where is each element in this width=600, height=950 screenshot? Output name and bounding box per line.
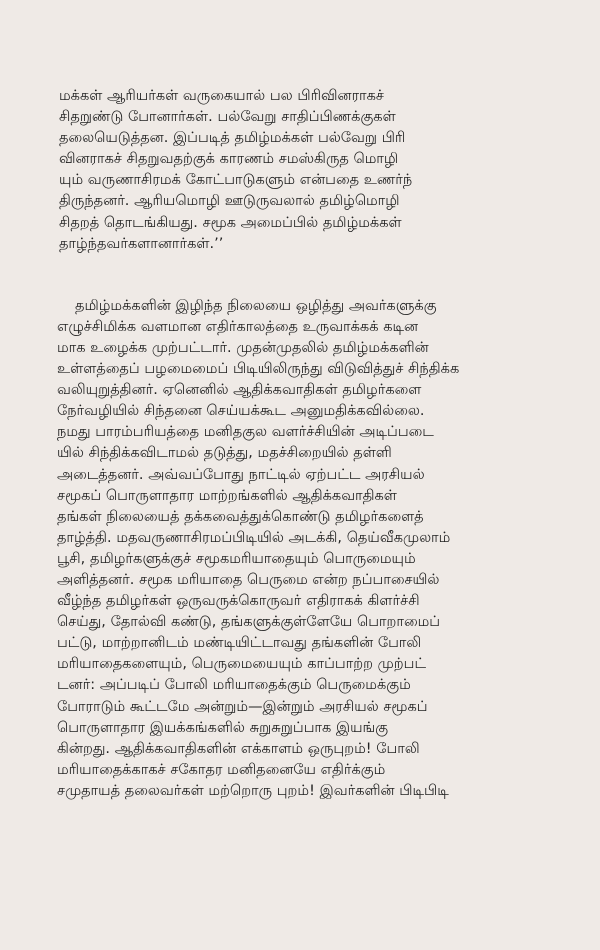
- text-line: யில் சிந்திக்கவிடாமல் தடுத்து, மதச்சிறையில் தள்ளி: [57, 445, 392, 462]
- text-line: செய்து, தோல்வி கண்டு, தங்களுக்குள்ளேயே பொறாமைப்: [57, 614, 441, 631]
- text-line: அளித்தனர். சமூக மரியாதை பெருமை என்ற நப்பாசையில்: [57, 571, 440, 588]
- text-line: மரியாதைகளையும், பெருமையையும் காப்பாற்ற முற்பட்: [57, 656, 427, 673]
- text-line: தலையெடுத்தன. இப்படித் தமிழ்மக்கள் பல்வேறு பிரி: [59, 130, 406, 147]
- text-line: நமது பாரம்பரியத்தை மனிதகுல வளர்ச்சியின் அடிப்படை: [57, 424, 434, 441]
- text-line: போராடும் கூட்டமே அன்றும்—இன்றும் அரசியல் சமூகப்: [57, 698, 428, 715]
- text-line: சிதறத் தொடங்கியது. சமூக அமைப்பில் தமிழ்மக்கள்: [59, 214, 402, 231]
- text-line: பட்டு, மாற்றானிடம் மண்டியிட்டாவது தங்களின் போலி: [57, 635, 422, 652]
- paragraph-gap: [57, 255, 576, 296]
- text-line: தமிழ்மக்களின் இழிந்த நிலையை ஒழித்து அவர்களுக்கு: [75, 297, 437, 314]
- text-line: தாழ்த்தி. மதவருணாசிரமப்பிடியில் அடக்கி, தெய்வீகமுலாம்: [57, 529, 451, 546]
- text-line: தங்கள் நிலையைத் தக்கவைத்துக்கொண்டு தமிழர்களைத்: [57, 508, 424, 525]
- text-line: பூசி, தமிழர்களுக்குச் சமூகமரியாதையும் பொருமையும்: [57, 550, 416, 567]
- body-paragraph: [57, 296, 576, 802]
- text-line: வீழ்ந்த தமிழர்கள் ஒருவருக்கொருவர் எதிராகக் கிளர்ச்சி: [57, 593, 420, 610]
- text-line: சிதறுண்டு போனார்கள். பல்வேறு சாதிப்பிணக்குகள்: [59, 109, 396, 126]
- text-line: யும் வருணாசிரமக் கோட்பாடுகளும் என்பதை உணர்ந்: [59, 172, 413, 189]
- text-line: வலியுறுத்தினர். ஏனெனில் ஆதிக்கவாதிகள் தமிழர்களை: [57, 382, 422, 399]
- text-line: மக்கள் ஆரியர்கள் வருகையால் பல பிரிவினராகச்: [59, 88, 385, 104]
- text-line: நேர்வழியில் சிந்தனை செய்யக்கூட அனுமதிக்கவில்லை.: [57, 403, 425, 420]
- text-line: எழுச்சிமிக்க வளமான எதிர்காலத்தை உருவாக்கக் கடின: [57, 318, 419, 335]
- text-line: பொருளாதார இயக்கங்களில் சுறுசுறுப்பாக இயங்கு: [57, 719, 389, 736]
- text-line: கின்றது. ஆதிக்கவாதிகளின் எக்காளம் ஒருபுறம்! போலி: [57, 740, 420, 757]
- text-line: வினராகச் சிதறுவதற்குக் காரணம் சமஸ்கிருத மொழி: [59, 151, 399, 168]
- text-line: அடைத்தனர். அவ்வப்போது நாட்டில் ஏற்பட்ட அரசியல்: [57, 466, 425, 483]
- text-line: சமுதாயத் தலைவர்கள் மற்றொரு புறம்! இவர்களின் பிடிபிடி: [57, 782, 449, 799]
- text-line: திருந்தனர். ஆரியமொழி ஊடுருவலால் தமிழ்மொழி: [59, 193, 400, 210]
- quote-paragraph: [57, 86, 576, 255]
- text-line: மரியாதைக்காகச் சகோதர மனிதனையே எதிர்க்கும்: [57, 761, 386, 778]
- text-line: டனர்: அப்படிப் போலி மரியாதைக்கும் பெருமைக்கும்: [57, 677, 411, 694]
- text-line: உள்ளத்தைப் பழமைமைப் பிடியிலிருந்து விடுவித்துச் சிந்திக்க: [57, 361, 460, 378]
- text-line: சமூகப் பொருளாதார மாற்றங்களில் ஆதிக்கவாதிகள்: [57, 487, 397, 504]
- text-line: மாக உழைக்க முற்பட்டார். முதன்முதலில் தமிழ்மக்களின்: [57, 339, 429, 356]
- text-line: தாழ்ந்தவர்களானார்கள்.’’: [59, 235, 224, 252]
